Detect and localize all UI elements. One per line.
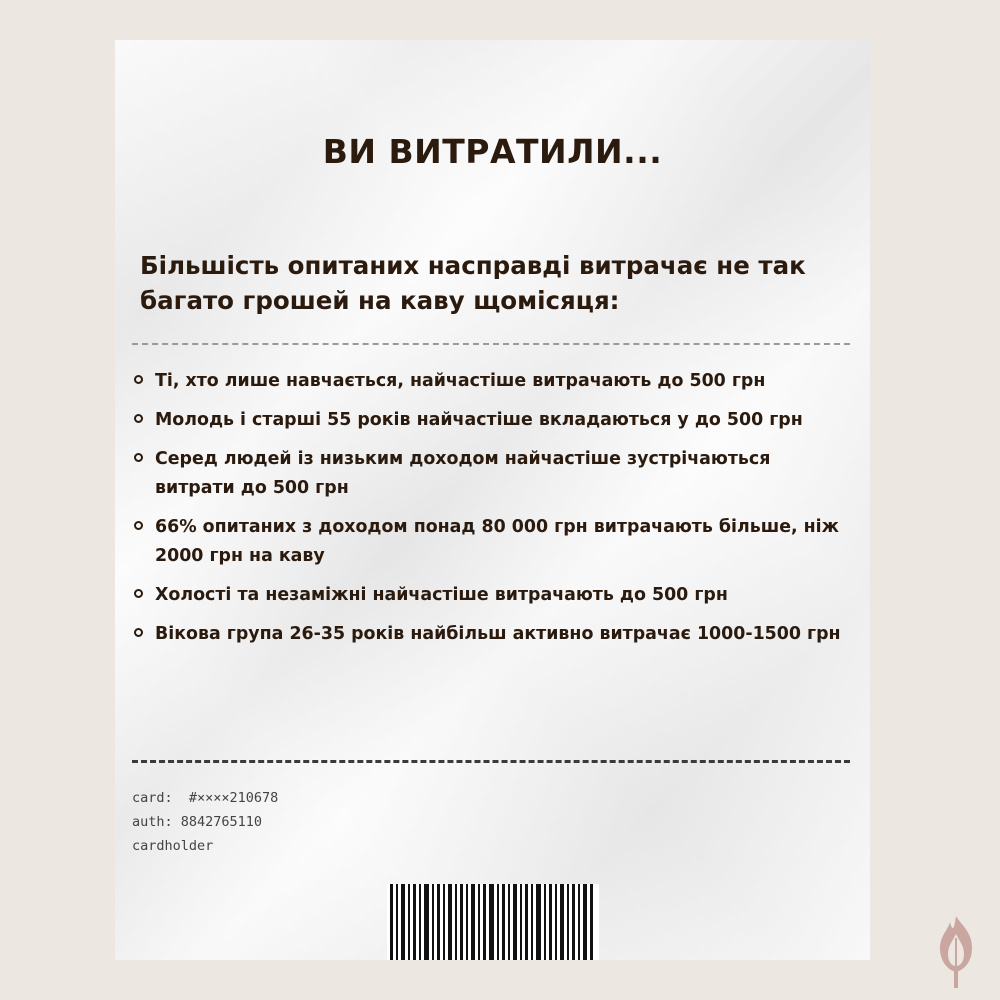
receipt-subtitle: Більшість опитаних насправді витрачає не так багато грошей на каву щомісяця: bbox=[140, 251, 806, 315]
findings-list bbox=[133, 367, 853, 659]
bullet-circle-icon bbox=[134, 589, 143, 598]
list-item-text: 66% опитаних з доходом понад 80 000 грн витрачають більше, ніж 2000 грн на каву bbox=[155, 517, 839, 566]
bullet-circle-icon bbox=[134, 375, 143, 384]
dashed-divider-bottom bbox=[132, 760, 850, 763]
bullet-circle-icon bbox=[134, 628, 143, 637]
list-item bbox=[133, 406, 853, 435]
barcode-icon bbox=[387, 884, 599, 960]
list-item-text: Молодь і старші 55 років найчастіше вкладаються у до 500 грн bbox=[155, 410, 803, 430]
receipt bbox=[115, 40, 870, 960]
dashed-divider-top bbox=[132, 343, 850, 345]
list-item-text: Холості та незаміжні найчастіше витрачають до 500 грн bbox=[155, 585, 728, 605]
receipt-title: ВИ ВИТРАТИЛИ... bbox=[322, 132, 663, 171]
bullet-circle-icon bbox=[134, 414, 143, 423]
list-item bbox=[133, 620, 853, 649]
card-info bbox=[132, 786, 278, 858]
flame-leaf-logo-icon bbox=[932, 912, 980, 992]
list-item bbox=[133, 367, 853, 396]
list-item-text: Серед людей із низьким доходом найчастіше зустрічаються витрати до 500 грн bbox=[155, 449, 771, 498]
bullet-circle-icon bbox=[134, 521, 143, 530]
list-item-text: Вікова група 26-35 років найбільш активно витрачає 1000-1500 грн bbox=[155, 624, 841, 644]
list-item-text: Ті, хто лише навчається, найчастіше витрачають до 500 грн bbox=[155, 371, 766, 391]
cardholder-line: cardholder bbox=[132, 838, 214, 854]
list-item bbox=[133, 445, 853, 503]
list-item bbox=[133, 513, 853, 571]
list-item bbox=[133, 581, 853, 610]
card-number-line: card: #××××210678 bbox=[132, 790, 279, 806]
bullet-circle-icon bbox=[134, 453, 143, 462]
auth-code-line: auth: 8842765110 bbox=[132, 814, 263, 830]
